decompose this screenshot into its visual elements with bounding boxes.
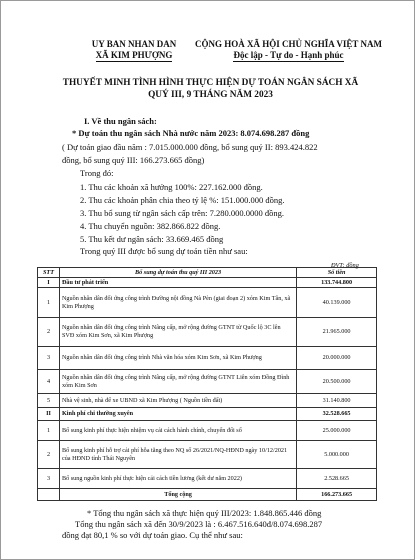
ytd-total-line: Tổng thu ngân sách xã đến 30/9/2023 là : 6.467.516.640đ/8.074.698.287 — [75, 519, 323, 529]
table-header-row — [38, 268, 377, 278]
table-total-row — [38, 489, 377, 501]
national-motto-block — [181, 39, 396, 62]
motto: Độc lập - Tự do - Hạnh phúc — [233, 50, 344, 60]
section-heading: I. Về thu ngân sách: — [84, 116, 157, 126]
table-row: 1 Bổ sung kinh phí thực hiện nhiệm vụ cải cách hành chính, chuyển đổi số 25.000.000 — [38, 421, 377, 441]
ytd-percent-line: đồng đạt 80,1 % so với dự toán giao. Cụ thể như sau: — [62, 530, 243, 540]
table-row: 2 Nguồn nhân dân đối ứng công trình Nâng cấp, mở rộng đường GTNT từ Quốc lộ 3C lên SVĐ xóm Kim Sơn, xã Kim Phượng 21.965.000 — [38, 318, 377, 347]
revenue-item: 5. Thu kết dư ngân sách: 33.669.465 đồng — [80, 234, 224, 244]
total-amount: 166.273.665 — [297, 489, 377, 501]
total-label: Tổng cộng — [59, 489, 296, 501]
q3-note: Trong quý III được bổ sung dự toán tiền như sau: — [80, 246, 248, 256]
revenue-item: 1. Thu các khoản xã hưởng 100%: 227.162.000 đồng. — [80, 182, 263, 192]
breakdown-intro: Trong đó: — [80, 168, 114, 178]
table-row: 3 Nguồn nhân dân đối ứng công trình Nhà văn hóa xóm Kim Sơn, xã Kim Phượng 20.000.000 — [38, 347, 377, 370]
col-header-description: Bổ sung dự toán thu quý III 2023 — [59, 268, 296, 278]
table-row: 2 Bổ sung kinh phí hỗ trợ cải phí hỗa tăng theo NQ số 26/2021/NQ-HĐND ngày 10/12/2021 của HĐND tỉnh Thái Nguyên 5.000.000 — [38, 441, 377, 469]
country-name: CỘNG HOÀ XÃ HỘI CHỦ NGHĨA VIỆT NAM — [195, 39, 382, 49]
table-row: 4 Nguồn nhân dân đối ứng công trình Nâng cấp, mở rộng đường GTNT Liên xóm Đồng Đình xóm Kim Sơn 20.500.000 — [38, 370, 377, 394]
unit-label: ĐVT: đồng — [331, 262, 359, 269]
issuer-name: UY BAN NHAN DAN — [91, 39, 177, 49]
estimate-detail-line2: đồng, bổ sung quý III: 166.273.665 đồng) — [62, 155, 205, 165]
commune-name: XÃ KIM PHƯỢNG — [95, 50, 173, 60]
q3-total-line: * Tổng thu ngân sách xã thực hiện quý III/2023: 1.848.865.446 đồng — [87, 508, 322, 518]
table-row: 1 Nguồn nhân dân đối ứng công trình Đường nội đồng Nà Pèn (giai đoạn 2) xóm Kim Tân, xã Kim Phượng 40.139.000 — [38, 288, 377, 318]
col-header-stt: STT — [38, 268, 60, 278]
estimate-detail-line1: ( Dự toán giao đầu năm : 7.015.000.000 đồng, bổ sung quý II: 893.424.822 — [62, 142, 318, 152]
supplement-table — [37, 267, 377, 501]
table-row: II Kinh phí chi thường xuyên 32.528.665 — [38, 408, 377, 421]
document-title: THUYẾT MINH TÌNH HÌNH THỰC HIỆN DỰ TOÁN NGÂN SÁCH XÃ QUÝ III, 9 THÁNG NĂM 2023 — [62, 78, 359, 100]
revenue-item: 2. Thu các khoản phân chia theo tỷ lệ %: 151.000.000 đồng. — [80, 195, 285, 205]
table-row: 5 Nhà vệ sinh, nhà để xe UBND xã Kim Phượng ( Nguồn tiền đất) 31.140.800 — [38, 394, 377, 408]
table-row: I Đầu tư phát triển 133.744.800 — [38, 278, 377, 288]
revenue-item: 4. Thu chuyển nguồn: 382.866.822 đồng. — [80, 221, 221, 231]
table-row: 3 Bổ sung nguồn kinh phí thực hiện cải cách tiền lương (kết dư năm 2022) 2.528.665 — [38, 469, 377, 489]
revenue-item: 3. Thu bổ sung từ ngân sách cấp trên: 7.280.000.0000 đồng. — [80, 208, 284, 218]
budget-estimate: * Dự toán thu ngân sách Nhà nước năm 2023: 8.074.698.287 đồng — [72, 128, 310, 138]
col-header-amount: Số tiền — [297, 268, 377, 278]
